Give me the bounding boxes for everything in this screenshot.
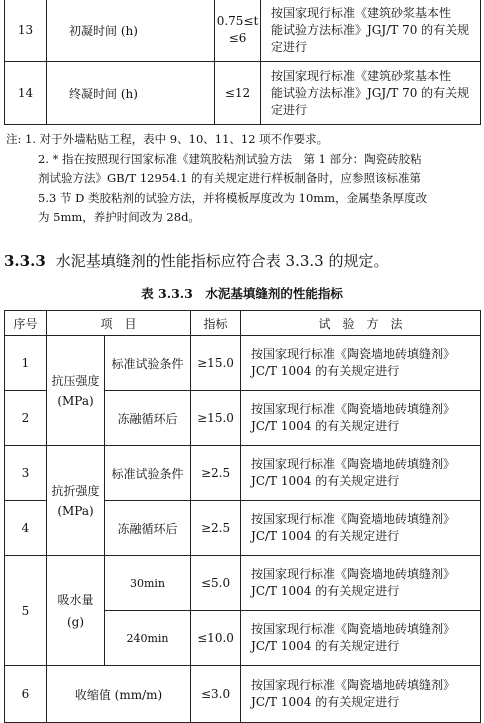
item-name: 终凝时间 (h) (47, 62, 215, 125)
section-text: 水泥基填缝剂的性能指标应符合表 3.3.3 的规定。 (55, 252, 389, 270)
test-method (241, 611, 481, 666)
index-value-line: ≤6 (228, 31, 247, 45)
table-row (5, 666, 481, 723)
index-value: ≤12 (215, 62, 261, 125)
method-line: 定进行 (271, 102, 308, 117)
group-unit: (MPa) (57, 393, 94, 408)
test-method (241, 666, 481, 723)
row-number: 2 (5, 391, 47, 446)
method-line: 能试验方法标准》JGJ/T 70 的有关规 (271, 22, 470, 37)
condition: 标准试验条件 (105, 336, 191, 391)
method-line: 按国家现行标准《陶瓷墙地砖填缝剂》 (251, 678, 456, 692)
note-line: 2. * 指在按照现行国家标准《建筑胶粘剂试验方法 第 1 部分：陶瓷砖胶粘 (38, 151, 422, 166)
table-row (5, 62, 481, 125)
test-method (241, 336, 481, 391)
method-line: 按国家现行标准《陶瓷墙地砖填缝剂》 (251, 622, 456, 636)
note-line: 剂试验方法》GB/T 12954.1 的有关规定进行样板制备时，应参照该标准第 (38, 171, 422, 185)
condition: 240min (105, 611, 191, 666)
method-line: 按国家现行标准《建筑砂浆基本性 (271, 5, 452, 20)
row-number: 3 (5, 446, 47, 501)
table-row (5, 446, 481, 501)
group-label: 抗压强度 (51, 373, 100, 388)
condition: 30min (105, 556, 191, 611)
index-value: ≥2.5 (191, 501, 241, 556)
method-line: 按国家现行标准《建筑砂浆基本性 (271, 68, 452, 83)
test-method (261, 0, 481, 62)
row-number: 13 (5, 0, 47, 62)
test-method (241, 446, 481, 501)
header-method: 试 验 方 法 (241, 311, 481, 336)
header-item: 项 目 (47, 311, 191, 336)
index-value (215, 0, 261, 62)
group-label: 抗折强度 (51, 483, 100, 498)
condition: 标准试验条件 (105, 446, 191, 501)
index-value: ≤3.0 (191, 666, 241, 723)
row-number: 4 (5, 501, 47, 556)
item-shrinkage: 收缩值 (mm/m) (47, 666, 191, 723)
row-number: 5 (5, 556, 47, 666)
group-unit: (g) (66, 614, 85, 629)
table-row (5, 0, 481, 62)
method-line: JC/T 1004 的有关规定进行 (251, 639, 400, 653)
group-compressive (47, 336, 105, 446)
index-value: ≥2.5 (191, 446, 241, 501)
method-line: JC/T 1004 的有关规定进行 (251, 584, 400, 598)
header-no: 序号 (5, 311, 47, 336)
method-line: 按国家现行标准《陶瓷墙地砖填缝剂》 (251, 512, 456, 526)
method-line: JC/T 1004 的有关规定进行 (251, 364, 400, 378)
table-notes (6, 130, 478, 228)
test-method (241, 556, 481, 611)
table-caption: 表 3.3.3 水泥基填缝剂的性能指标 (141, 286, 343, 301)
method-line: JC/T 1004 的有关规定进行 (251, 695, 400, 709)
group-label: 吸水量 (57, 592, 94, 607)
method-line: 按国家现行标准《陶瓷墙地砖填缝剂》 (251, 347, 456, 361)
item-name: 初凝时间 (h) (47, 0, 215, 62)
section-number: 3.3.3 (4, 252, 46, 270)
method-line: 按国家现行标准《陶瓷墙地砖填缝剂》 (251, 457, 456, 471)
index-value: ≤5.0 (191, 556, 241, 611)
note-line: 5.3 节 D 类胶粘剂的试验方法，并将模板厚度改为 10mm，金属垫条厚度改 (38, 190, 428, 205)
table-row (5, 556, 481, 611)
row-number: 1 (5, 336, 47, 391)
method-line: JC/T 1004 的有关规定进行 (251, 419, 400, 433)
index-value-line: 0.75≤t (216, 14, 259, 28)
method-line: 定进行 (271, 39, 308, 54)
header-index: 指标 (191, 311, 241, 336)
method-line: JC/T 1004 的有关规定进行 (251, 529, 400, 543)
note-line: 注: 1. 对于外墙粘贴工程，表中 9、10、11、12 项不作要求。 (6, 132, 329, 146)
section-heading (4, 250, 388, 271)
index-value: ≤10.0 (191, 611, 241, 666)
continued-spec-table (4, 0, 481, 125)
condition: 冻融循环后 (105, 391, 191, 446)
table-row (5, 336, 481, 391)
grout-spec-table (4, 310, 481, 723)
method-line: 能试验方法标准》JGJ/T 70 的有关规 (271, 85, 470, 100)
condition: 冻融循环后 (105, 501, 191, 556)
row-number: 14 (5, 62, 47, 125)
row-number: 6 (5, 666, 47, 723)
test-method (261, 62, 481, 125)
group-absorption (47, 556, 105, 666)
test-method (241, 391, 481, 446)
index-value: ≥15.0 (191, 336, 241, 391)
test-method (241, 501, 481, 556)
method-line: 按国家现行标准《陶瓷墙地砖填缝剂》 (251, 567, 456, 581)
method-line: 按国家现行标准《陶瓷墙地砖填缝剂》 (251, 402, 456, 416)
note-line: 为 5mm，养护时间改为 28d。 (38, 210, 200, 224)
group-unit: (MPa) (57, 503, 94, 518)
method-line: JC/T 1004 的有关规定进行 (251, 474, 400, 488)
index-value: ≥15.0 (191, 391, 241, 446)
table-header-row (5, 311, 481, 336)
group-flexural (47, 446, 105, 556)
